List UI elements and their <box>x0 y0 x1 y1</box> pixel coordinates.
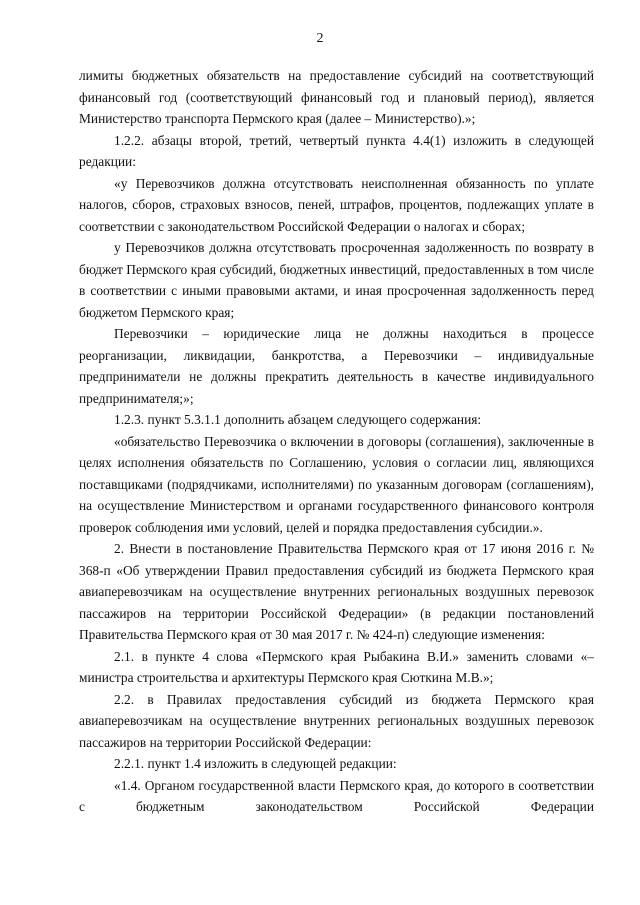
paragraph: «обязательство Перевозчика о включении в договоры (соглашения), заключенные в целях исполнения обязательств по Соглашению, условия о согласии лиц, являющихся поставщиками (подрядчиками, исполнителями) по указанным договорам (соглашениям), на осуществление Министерством и органами государственного финансового контроля проверок соблюдения ими условий, целей и порядка предоставления субсидии.». <box>79 433 594 535</box>
paragraph: 2.2.1. пункт 1.4 изложить в следующей редакции: <box>114 756 397 771</box>
paragraph: лимиты бюджетных обязательств на предоставление субсидий на соответствующий финансовый год (соответствующий финансовый год и плановый период), является Министерство транспорта Пермского края (далее – Министерство).»; <box>79 68 594 126</box>
page-number: 2 <box>316 31 324 46</box>
paragraph: 1.2.2. абзацы второй, третий, четвертый пункта 4.4(1) изложить в следующей редакции: <box>79 132 594 169</box>
paragraph: 1.2.3. пункт 5.3.1.1 дополнить абзацем следующего содержания: <box>114 412 482 427</box>
paragraph: 2.1. в пункте 4 слова «Пермского края Рыбакина В.И.» заменить словами «– министра строительства и архитектуры Пермского края Сюткина М.В.»; <box>79 648 594 685</box>
paragraph: у Перевозчиков должна отсутствовать просроченная задолженность по возврату в бюджет Пермского края субсидий, бюджетных инвестиций, предоставленных в том числе в соответствии с иными правовыми актами, и иная просроченная задолженность перед бюджетом Пермского края; <box>79 240 594 320</box>
paragraph: Перевозчики – юридические лица не должны находиться в процессе реорганизации, ликвидации, банкротства, а Перевозчики – индивидуальные предприниматели не должны прекратить деятельность в качестве индивидуального предпринимателя;»; <box>79 326 594 406</box>
paragraph: «1.4. Органом государственной власти Пермского края, до которого в соответствии с бюджетным законодательством Российской Федерации <box>79 777 594 814</box>
paragraph: 2. Внести в постановление Правительства Пермского края от 17 июня 2016 г. № 368-п «Об утверждении Правил предоставления субсидий из бюджета Пермского края авиаперевозчикам на осуществление внутренних региональных воздушных перевозок пассажиров на территории Российской Федерации» (в редакции постановлений Правительства Пермского края от 30 мая 2017 г. № 424-п) следующие изменения: <box>79 541 594 642</box>
paragraph: «у Перевозчиков должна отсутствовать неисполненная обязанность по уплате налогов, сборов, страховых взносов, пеней, штрафов, процентов, подлежащих уплате в соответствии с законодательством Российской Федерации о налогах и сборах; <box>79 175 594 234</box>
paragraph: 2.2. в Правилах предоставления субсидий из бюджета Пермского края авиаперевозчикам на осуществление внутренних региональных воздушных перевозок пассажиров на территории Российской Федерации: <box>79 691 594 750</box>
document-body <box>79 65 594 818</box>
